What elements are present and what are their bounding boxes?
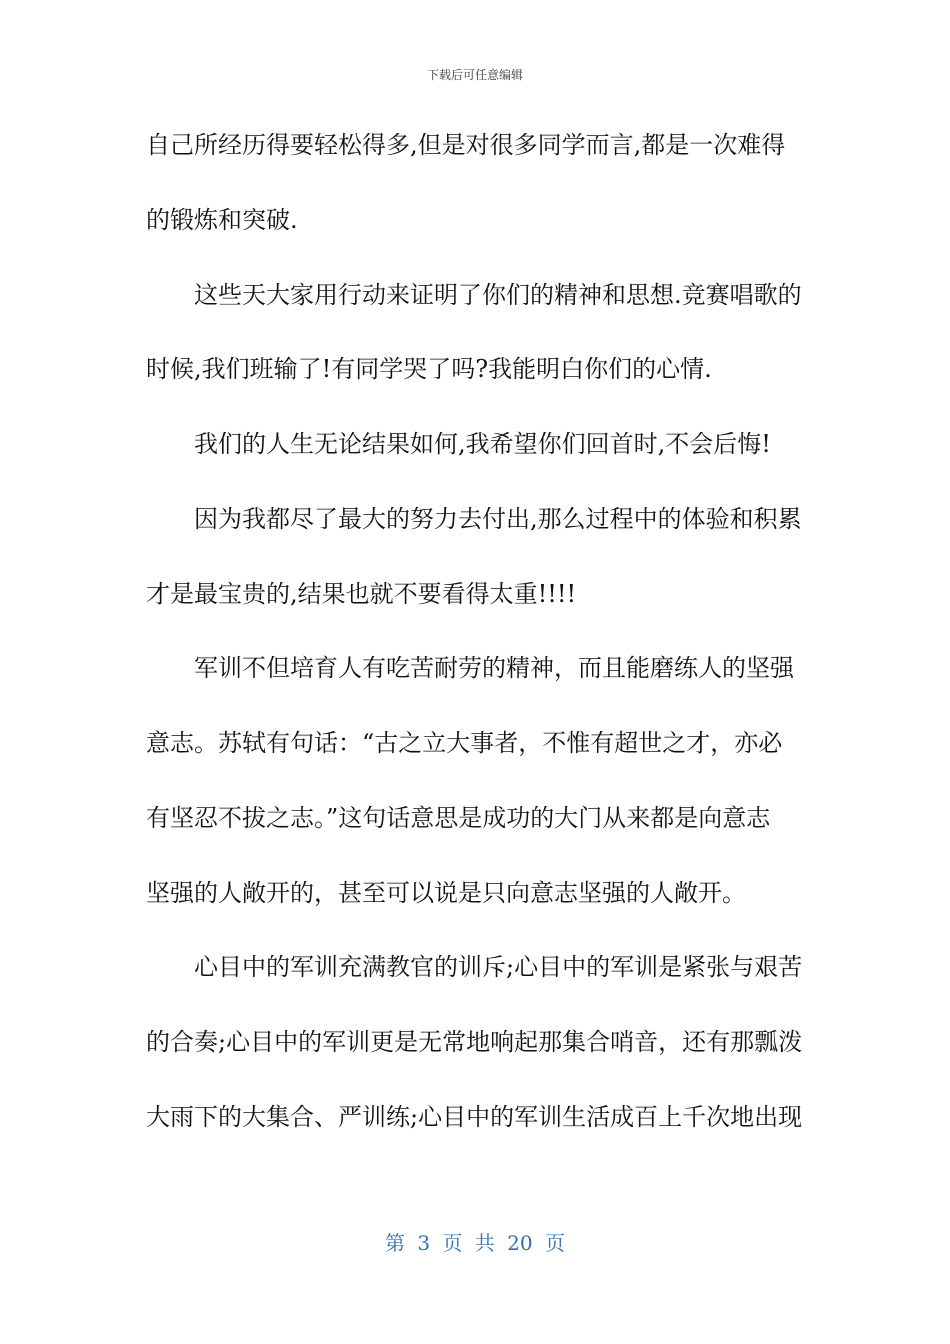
paragraph-line: 的合奏;心目中的军训更是无常地响起那集合哨音，还有那瓢泼 xyxy=(146,1028,803,1056)
paragraph-line: 心目中的军训充满教官的训斥;心目中的军训是紧张与艰苦 xyxy=(194,953,803,981)
paragraph-line: 自己所经历得要轻松得多,但是对很多同学而言,都是一次难得 xyxy=(146,131,786,159)
paragraph-line: 这些天大家用行动来证明了你们的精神和思想.竞赛唱歌的 xyxy=(194,281,802,309)
paragraph-line: 的锻炼和突破. xyxy=(146,206,298,234)
paragraph-line: 军训不但培育人有吃苦耐劳的精神，而且能磨练人的坚强 xyxy=(194,654,794,682)
page-number-footer: 第 3 页 共 20 页 xyxy=(385,1231,565,1255)
paragraph-line: 因为我都尽了最大的努力去付出,那么过程中的体验和积累 xyxy=(194,505,802,533)
paragraph-line: 时候,我们班输了!有同学哭了吗?我能明白你们的心情. xyxy=(146,355,712,383)
paragraph-line: 坚强的人敞开的，甚至可以说是只向意志坚强的人敞开。 xyxy=(146,879,746,907)
paragraph-line: 有坚忍不拔之志。”这句话意思是成功的大门从来都是向意志 xyxy=(146,804,771,832)
page-header: 下载后可任意编辑 xyxy=(426,68,523,82)
paragraph-line: 大雨下的大集合、严训练;心目中的军训生活成百上千次地出现 xyxy=(146,1103,803,1131)
paragraph-line: 意志。苏轼有句话：“古之立大事者，不惟有超世之才，亦必 xyxy=(146,729,783,757)
paragraph-line: 才是最宝贵的,结果也就不要看得太重!!!! xyxy=(146,580,577,608)
paragraph-line: 我们的人生无论结果如何,我希望你们回首时,不会后悔! xyxy=(194,430,771,458)
